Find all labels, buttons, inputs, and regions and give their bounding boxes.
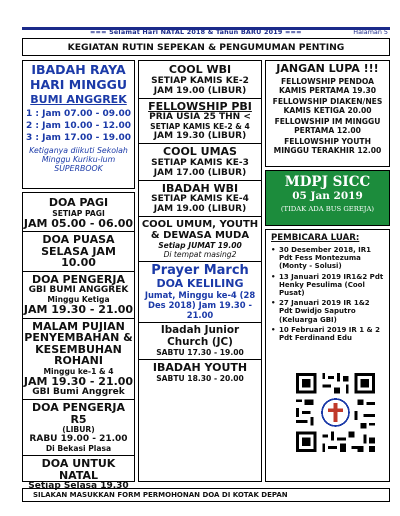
ibadah-wbi-sub: SETIAP KAMIS KE-4 xyxy=(151,194,249,204)
doa-pagi-sub: SETIAP PAGI xyxy=(52,208,105,218)
ibadah-raya-title: IBADAH RAYA xyxy=(31,62,126,77)
mdpj-note: (TIDAK ADA BUS GEREJA) xyxy=(280,205,375,213)
page-title: KEGIATAN RUTIN SEPEKAN & PENGUMUMAN PENTING xyxy=(22,38,390,56)
reminder-item: FELLOWSHIP PENDOA KAMIS PERTAMA 19.30 xyxy=(278,76,377,95)
divider xyxy=(23,455,134,456)
doa-pengerja-r5-sub: (LIBUR) xyxy=(62,425,95,434)
doa-pagi-time: JAM 05.00 - 06.00 xyxy=(23,216,134,230)
ibadah-raya-box xyxy=(22,60,135,189)
cool-umum-note: Di tempat masing2 xyxy=(163,250,237,259)
session-2: 2 : Jam 10.00 - 12.00 xyxy=(26,121,131,131)
doa-pagi-title: DOA PAGI xyxy=(48,196,109,209)
pembicara-title: PEMBICARA LUAR: xyxy=(271,233,360,243)
reminder-item: FELLOWSHIP IM MINGGU PERTAMA 12.00 xyxy=(274,116,381,135)
page-number: Halaman 5 xyxy=(353,28,388,36)
doa-pengerja-title: DOA PENGERJA xyxy=(32,272,125,286)
ibadah-raya-title-2: HARI MINGGU xyxy=(30,77,127,92)
ibadah-wbi-time: JAM 19.00 (LIBUR) xyxy=(153,204,247,214)
doa-puasa-title: DOA PUASA xyxy=(42,233,115,246)
divider xyxy=(139,359,261,360)
divider xyxy=(23,399,134,400)
qr-code-icon[interactable] xyxy=(293,370,378,455)
col2-schedule-box xyxy=(138,60,262,482)
divider xyxy=(23,271,134,272)
malam-pujian-title: MALAM PUJIAN PENYEMBAHAN & KESEMBUHAN ROHANI xyxy=(24,319,133,367)
col1-schedule-box xyxy=(22,192,135,491)
pbi-sub: PRIA USIA 25 THN < xyxy=(149,112,251,122)
divider xyxy=(139,98,261,99)
fellowship-pbi-title: FELLOWSHIP PBI xyxy=(148,99,252,113)
header-greeting: === Selamat Hari NATAL 2018 & Tahun BARU 2019 === xyxy=(90,28,302,36)
malam-pujian-place: GBI Bumi Anggrek xyxy=(32,387,125,397)
malam-pujian-time: JAM 19.30 - 21.00 xyxy=(23,374,134,388)
doa-pengerja-r5-title: DOA PENGERJA R5 xyxy=(32,401,125,426)
pbi-time: JAM 19.30 (LIBUR) xyxy=(153,131,247,141)
speaker-item: • 30 Desember 2018, IR1 Pdt Fess Montezuma (Monty - Solusi) xyxy=(271,246,384,271)
session-1: 1 : Jam 07.00 - 09.00 xyxy=(26,109,131,119)
doa-natal-title: DOA UNTUK NATAL xyxy=(41,457,116,482)
mdpj-title: MDPJ SICC xyxy=(284,174,371,190)
jangan-lupa-title: JANGAN LUPA !!! xyxy=(276,62,379,75)
reminder-item: FELLOWSHIP YOUTH MINGGU TERAKHIR 12.00 xyxy=(273,136,382,155)
divider xyxy=(139,261,261,262)
cool-umum-sub: Setiap JUMAT 19.00 xyxy=(158,241,242,250)
ibadah-youth-title: IBADAH YOUTH xyxy=(152,361,248,374)
divider xyxy=(23,231,134,232)
mdpj-box xyxy=(265,170,390,226)
divider xyxy=(139,180,261,181)
speaker-item: • 10 Februari 2019 IR 1 & 2 Pdt Ferdinand Edu xyxy=(271,326,384,342)
cool-umas-time: JAM 17.00 (LIBUR) xyxy=(153,167,247,178)
divider xyxy=(139,322,261,323)
footer-notice: SILAKAN MASUKKAN FORM PERMOHONAN DOA DI KOTAK DEPAN xyxy=(22,488,390,502)
cool-wbi-title: COOL WBI xyxy=(168,63,232,76)
speaker-list xyxy=(271,246,384,342)
doa-pengerja-time: JAM 19.30 - 21.00 xyxy=(23,303,134,316)
reminder-item: FELLOWSHIP DIAKEN/NES KAMIS KETIGA 20.00 xyxy=(272,96,383,115)
divider xyxy=(139,216,261,217)
ibadah-wbi-title: IBADAH WBI xyxy=(161,181,239,195)
doa-pengerja-sub: GBI BUMI ANGGREK xyxy=(28,285,129,295)
cool-umas-sub: SETIAP KAMIS KE-3 xyxy=(151,157,249,168)
cool-umum-title: COOL UMUM, YOUTH & DEWASA MUDA xyxy=(141,219,259,241)
junior-church-title: Ibadah Junior Church (JC) xyxy=(160,324,240,348)
doa-keliling-title: DOA KELILING xyxy=(156,277,244,290)
prayer-march-title: Prayer March xyxy=(151,263,249,278)
doa-puasa-time: SELASA JAM 10.00 xyxy=(41,244,116,269)
doa-natal-time: Setiap Selasa 19.30 xyxy=(28,481,129,491)
speaker-item: • 27 Januari 2019 IR 1&2 Pdt Dwidjo Saputro (Keluarga GBI) xyxy=(271,299,384,324)
mdpj-date: 05 Jan 2019 xyxy=(292,190,363,202)
speaker-item: • 13 Januari 2019 IR1&2 Pdt Henky Pesulima (Cool Pusat) xyxy=(271,273,384,298)
divider xyxy=(23,318,134,319)
doa-pengerja-r5-time: RABU 19.00 - 21.00 xyxy=(29,434,128,444)
superbook-note: Ketiganya diikuti Sekolah Minggu Kuriku-lum SUPERBOOK xyxy=(29,146,128,173)
doa-pengerja-sub2: Minggu Ketiga xyxy=(47,295,110,304)
divider xyxy=(139,143,261,144)
junior-church-time: SABTU 17.30 - 19.00 xyxy=(156,348,244,357)
cool-wbi-sub: SETIAP KAMIS KE-2 xyxy=(151,75,249,86)
prayer-march-date: Jumat, Minggu ke-4 (28 Des 2018) Jam 19.30 - 21.00 xyxy=(144,290,256,320)
cool-wbi-time: JAM 19.00 (LIBUR) xyxy=(153,85,247,96)
cool-umas-title: COOL UMAS xyxy=(163,145,237,158)
ibadah-raya-place: BUMI ANGGREK xyxy=(30,93,127,106)
pbi-sub2: SETIAP KAMIS KE-2 & 4 xyxy=(150,122,250,131)
ibadah-youth-time: SABTU 18.30 - 20.00 xyxy=(156,373,244,383)
session-3: 3 : Jam 17.00 - 19.00 xyxy=(26,133,131,143)
doa-pengerja-r5-place: Di Bekasi Plasa xyxy=(45,444,112,453)
jangan-lupa-box xyxy=(265,60,390,167)
malam-pujian-sub: Minggu ke-1 & 4 xyxy=(43,366,114,376)
